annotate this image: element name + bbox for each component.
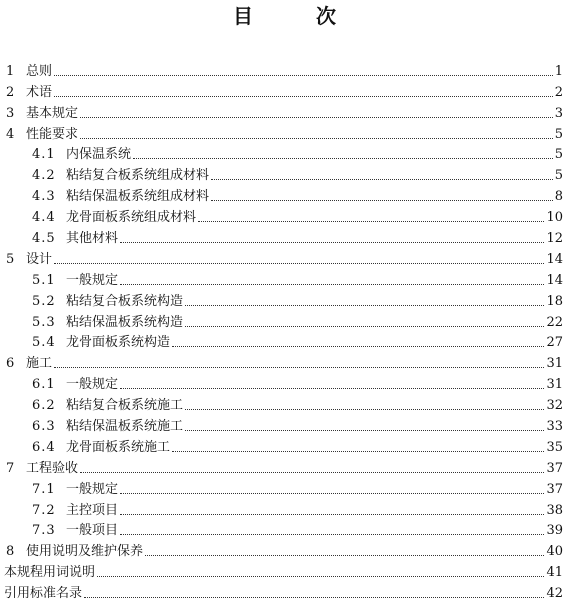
toc-entry-title: 施工	[26, 356, 53, 372]
toc-entry-page-number: 3	[554, 105, 563, 121]
toc-entry-label	[0, 335, 170, 351]
toc-entry-title: 设计	[26, 251, 53, 267]
dot-leader	[120, 493, 544, 494]
toc-entry-label	[0, 503, 118, 519]
toc-entry-label	[0, 315, 183, 331]
dot-leader	[172, 451, 544, 452]
dot-leader	[211, 200, 553, 201]
page-title: 目 次	[233, 4, 364, 28]
toc-entry[interactable]	[0, 163, 569, 184]
toc-entry-label	[0, 294, 183, 310]
toc-entry[interactable]	[0, 184, 569, 205]
toc-entry-label	[0, 127, 78, 143]
toc-entry-title: 总则	[26, 63, 53, 79]
toc-entry-number: 5.2	[32, 293, 56, 309]
toc-entry-title: 主控项目	[66, 502, 119, 518]
toc-entry-title: 其他材料	[66, 231, 119, 247]
toc-entry-label	[0, 419, 183, 435]
dot-leader	[80, 138, 553, 139]
dot-leader	[185, 305, 544, 306]
toc-entry[interactable]	[0, 498, 569, 519]
toc-entry[interactable]	[0, 310, 569, 331]
toc-entry-page-number: 5	[554, 147, 563, 163]
toc-entry-title: 一般规定	[66, 377, 119, 393]
toc-entry[interactable]	[0, 268, 569, 289]
toc-entry-title: 使用说明及维护保养	[26, 544, 144, 560]
toc-entry-title: 龙骨面板系统施工	[66, 439, 171, 455]
toc-entry-number: 4	[6, 126, 15, 142]
toc-entry-page-number: 10	[546, 210, 563, 226]
toc-entry-number: 7.2	[32, 502, 56, 518]
toc-entry[interactable]	[0, 80, 569, 101]
toc-entry-page-number: 38	[546, 502, 563, 518]
toc-entry-page-number: 31	[546, 377, 563, 393]
toc-entry-label	[0, 64, 52, 80]
dot-leader	[54, 96, 553, 97]
toc-entry[interactable]	[0, 205, 569, 226]
dot-leader	[84, 597, 544, 598]
toc-entry-number: 5.3	[32, 314, 56, 330]
toc-entry-number: 3	[6, 105, 15, 121]
dot-leader	[145, 555, 544, 556]
dot-leader	[172, 346, 544, 347]
toc-entry-number: 2	[6, 84, 15, 100]
toc-entry-number: 5.4	[32, 335, 56, 351]
dot-leader	[120, 534, 544, 535]
toc-entry-number: 4.3	[32, 189, 56, 205]
toc-entry-number: 6.3	[32, 419, 56, 435]
toc-entry-title: 引用标准名录	[4, 586, 83, 602]
toc-entry-page-number: 42	[546, 586, 563, 602]
toc-entry-number: 6.1	[32, 377, 56, 393]
toc-entry-title: 粘结复合板系统组成材料	[66, 168, 210, 184]
toc-entry[interactable]	[0, 331, 569, 352]
toc-entry-label	[0, 461, 78, 477]
dot-leader	[54, 263, 544, 264]
toc-entry-page-number: 32	[546, 398, 563, 414]
toc-entry-title: 粘结保温板系统组成材料	[66, 189, 210, 205]
toc-entry-title: 龙骨面板系统组成材料	[66, 210, 197, 226]
dot-leader	[211, 179, 553, 180]
dot-leader	[185, 409, 544, 410]
toc-entry[interactable]	[0, 372, 569, 393]
toc-entry-title: 本规程用词说明	[4, 565, 96, 581]
toc-entry-page-number: 5	[554, 126, 563, 142]
toc-entry-page-number: 37	[546, 481, 563, 497]
toc-entry-page-number: 41	[546, 565, 563, 581]
toc-entry[interactable]	[0, 247, 569, 268]
toc-entry[interactable]	[0, 456, 569, 477]
dot-leader	[133, 158, 553, 159]
toc-entry-page-number: 2	[554, 84, 563, 100]
toc-entry-number: 6	[6, 356, 15, 372]
toc-entry[interactable]	[0, 581, 569, 602]
toc-entry-number: 7	[6, 460, 15, 476]
toc-entry-number: 7.1	[32, 481, 56, 497]
toc-entry-title: 粘结复合板系统施工	[66, 398, 184, 414]
dot-leader	[120, 242, 544, 243]
toc-entry-label	[0, 273, 118, 289]
toc-entry-page-number: 12	[546, 231, 563, 247]
toc-entry[interactable]	[0, 519, 569, 540]
toc-entry[interactable]	[0, 143, 569, 164]
toc-entry[interactable]	[0, 226, 569, 247]
toc-entry-page-number: 14	[546, 251, 563, 267]
toc-entry-label	[0, 147, 131, 163]
toc-entry-page-number: 33	[546, 419, 563, 435]
toc-entry-page-number: 22	[546, 314, 563, 330]
toc-entry-page-number: 1	[554, 63, 563, 79]
toc-entry[interactable]	[0, 477, 569, 498]
toc-entry-page-number: 8	[554, 189, 563, 205]
toc-entry[interactable]	[0, 414, 569, 435]
toc-entry-number: 5.1	[32, 272, 56, 288]
dot-leader	[198, 221, 544, 222]
toc-entry-number: 4.4	[32, 210, 56, 226]
toc-entry-title: 术语	[26, 84, 53, 100]
dot-leader	[120, 514, 544, 515]
toc-entry-number: 4.1	[32, 147, 56, 163]
table-of-contents	[0, 59, 569, 602]
toc-entry-title: 一般规定	[66, 481, 119, 497]
toc-entry[interactable]	[0, 393, 569, 414]
toc-entry-page-number: 5	[554, 168, 563, 184]
toc-entry-number: 8	[6, 544, 15, 560]
toc-entry-title: 基本规定	[26, 105, 79, 121]
toc-entry-title: 粘结保温板系统施工	[66, 419, 184, 435]
dot-leader	[54, 367, 544, 368]
toc-entry-label	[0, 377, 118, 393]
toc-entry-number: 4.2	[32, 168, 56, 184]
toc-entry[interactable]	[0, 101, 569, 122]
toc-entry-number: 4.5	[32, 231, 56, 247]
toc-entry-title: 粘结保温板系统构造	[66, 314, 184, 330]
toc-entry-label	[0, 440, 170, 456]
toc-entry-page-number: 35	[546, 439, 563, 455]
toc-entry[interactable]	[0, 289, 569, 310]
dot-leader	[185, 326, 544, 327]
toc-entry[interactable]	[0, 351, 569, 372]
toc-entry-label	[0, 544, 143, 560]
dot-leader	[80, 117, 553, 118]
toc-entry-label	[0, 398, 183, 414]
toc-entry-number: 6.2	[32, 398, 56, 414]
toc-entry-title: 一般项目	[66, 523, 119, 539]
dot-leader	[80, 472, 544, 473]
dot-leader	[97, 576, 544, 577]
toc-entry-label	[0, 231, 118, 247]
toc-entry-title: 龙骨面板系统构造	[66, 335, 171, 351]
toc-entry-label	[0, 482, 118, 498]
toc-entry-label	[0, 523, 118, 539]
toc-entry[interactable]	[0, 59, 569, 80]
toc-entry-title: 粘结复合板系统构造	[66, 293, 184, 309]
toc-entry-label	[0, 252, 52, 268]
toc-entry-label	[0, 85, 52, 101]
toc-entry-page-number: 18	[546, 293, 563, 309]
toc-entry-page-number: 31	[546, 356, 563, 372]
toc-entry-label	[0, 565, 95, 581]
toc-entry-label	[0, 189, 209, 205]
toc-entry-label	[0, 210, 196, 226]
toc-entry[interactable]	[0, 560, 569, 581]
toc-entry[interactable]	[0, 539, 569, 560]
toc-entry[interactable]	[0, 435, 569, 456]
toc-entry-number: 1	[6, 63, 15, 79]
dot-leader	[120, 284, 544, 285]
toc-entry-title: 内保温系统	[66, 147, 132, 163]
toc-entry-page-number: 14	[546, 272, 563, 288]
dot-leader	[120, 388, 544, 389]
toc-entry[interactable]	[0, 122, 569, 143]
toc-entry-title: 工程验收	[26, 460, 79, 476]
toc-entry-label	[0, 586, 82, 602]
toc-entry-label	[0, 168, 209, 184]
toc-entry-page-number: 39	[546, 523, 563, 539]
toc-entry-page-number: 40	[546, 544, 563, 560]
toc-entry-label	[0, 356, 52, 372]
toc-entry-title: 性能要求	[26, 126, 79, 142]
toc-entry-label	[0, 106, 78, 122]
dot-leader	[185, 430, 544, 431]
toc-entry-number: 6.4	[32, 439, 56, 455]
toc-entry-number: 7.3	[32, 523, 56, 539]
toc-entry-title: 一般规定	[66, 272, 119, 288]
toc-entry-page-number: 27	[546, 335, 563, 351]
dot-leader	[54, 75, 553, 76]
toc-entry-number: 5	[6, 251, 15, 267]
toc-entry-page-number: 37	[546, 460, 563, 476]
